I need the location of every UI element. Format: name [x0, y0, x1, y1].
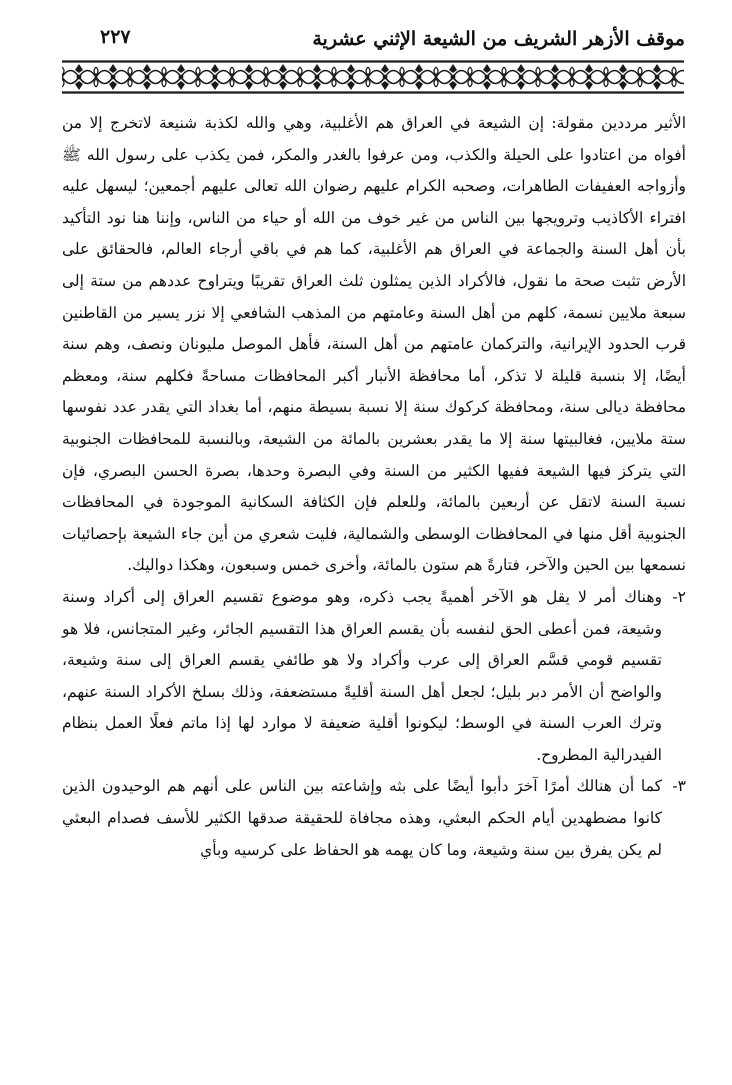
list-text-2: وهناك أمر لا يقل هو الآخر أهميةً يجب ذكره، وهو موضوع تقسيم العراق إلى أكراد وسنة وشيعة، فمن أعطى الحق لنفسه بأن يقسم العراق هذا التقسيم الجائر، وغير المتجانس، فلا هو تقسيم قومي قسَّم العراق إلى عرب وأكراد ولا هو طائفي يقسم العراق إلى سنة وشيعة، والواضح أن الأمر دبر بليل؛ لجعل أهل السنة أقليةً مستضعفة، وذلك بسلخ الأكراد السنة عنهم، وترك العرب السنة في الوسط؛ ليكونوا أقلية ضعيفة لا موارد لها إذا ماتم فعلًا العمل بنظام الفيدرالية المطروح.	[62, 587, 662, 764]
page-header	[60, 22, 685, 56]
list-text-3: كما أن هنالك أمرًا آخرَ دأبوا أيضًا على بثه وإشاعته بين الناس على أنهم هم الوحيدون الذين كانوا مضطهدين أيام الحكم البعثي، وهذه مجافاة للحقيقة صدقها الكثير للأسف فصدام البعثي لم يكن يفرق بين سنة وشيعة، وما كان يهمه هو الحفاظ على كرسيه وبأي	[62, 777, 662, 859]
list-number-2: ٢-	[672, 587, 686, 606]
ornamental-border	[62, 60, 684, 94]
list-item-2	[62, 582, 686, 772]
list-item-3	[62, 771, 686, 866]
page-body	[62, 108, 686, 866]
running-title: موقف الأزهر الشريف من الشيعة الإثني عشرية	[312, 28, 685, 50]
page-number: ٢٢٧	[100, 26, 131, 48]
paragraph-1: الأثير مرددين مقولة: إن الشيعة في العراق هم الأغلبية، وهي والله لكذبة شنيعة لاتخرج إلا من أفواه من اعتادوا على الحيلة والكذب، ومن عرفوا بالغدر والمكر، فمن يكذب على رسول الله ﷺ وأزواجه العفيفات الطاهرات، وصحبه الكرام عليهم رضوان الله تعالى عليهم أجمعين؛ ليسهل عليه افتراء الأكاذيب وترويجها بين الناس من غير خوف من الله أو حياء من الناس، وإننا هنا نود التأكيد بأن أهل السنة والجماعة في العراق هم الأغلبية، كما هم في باقي أرجاء العالم، فالحقائق على الأرض تثبت صحة ما نقول، فالأكراد الذين يمثلون ثلث العراق تقريبًا ويتراوح عددهم من ستة إلى سبعة ملايين نسمة، كلهم من أهل السنة وعامتهم من المذهب الشافعي إلا نزر يسير من القاطنين قرب الحدود الإيرانية، والتركمان عامتهم من أهل السنة، فأهل الموصل مليونان ونصف، وهم سنة أيضًا، إلا بنسبة قليلة لا تذكر، أما محافظة الأنبار أكبر المحافظات مساحةً فكلهم سنة، ومعظم محافظة ديالى سنة، ومحافظة كركوك سنة إلا نسبة بسيطة منهم، أما بغداد التي يقدر عدد نفوسها ستة ملايين، فغالبيتها سنة إلا ما يقدر بعشرين بالمائة من الشيعة، وبالنسبة للمحافظات الجنوبية التي يتركز فيها الشيعة ففيها الكثير من السنة وفي البصرة وحدها، بصرة الحسن البصري، فإن نسبة السنة لاتقل عن أربعين بالمائة، وللعلم فإن الكثافة السكانية الموجودة في المحافظات الجنوبية أقل منها في المحافظات الوسطى والشمالية، فليت شعري من أين جاء الشيعة بإحصائيات نسمعها بين الحين والآخر، فتارةً هم ستون بالمائة، وأخرى خمس وسبعون، وهكذا دواليك.	[62, 114, 686, 575]
list-number-3: ٣-	[672, 777, 686, 796]
